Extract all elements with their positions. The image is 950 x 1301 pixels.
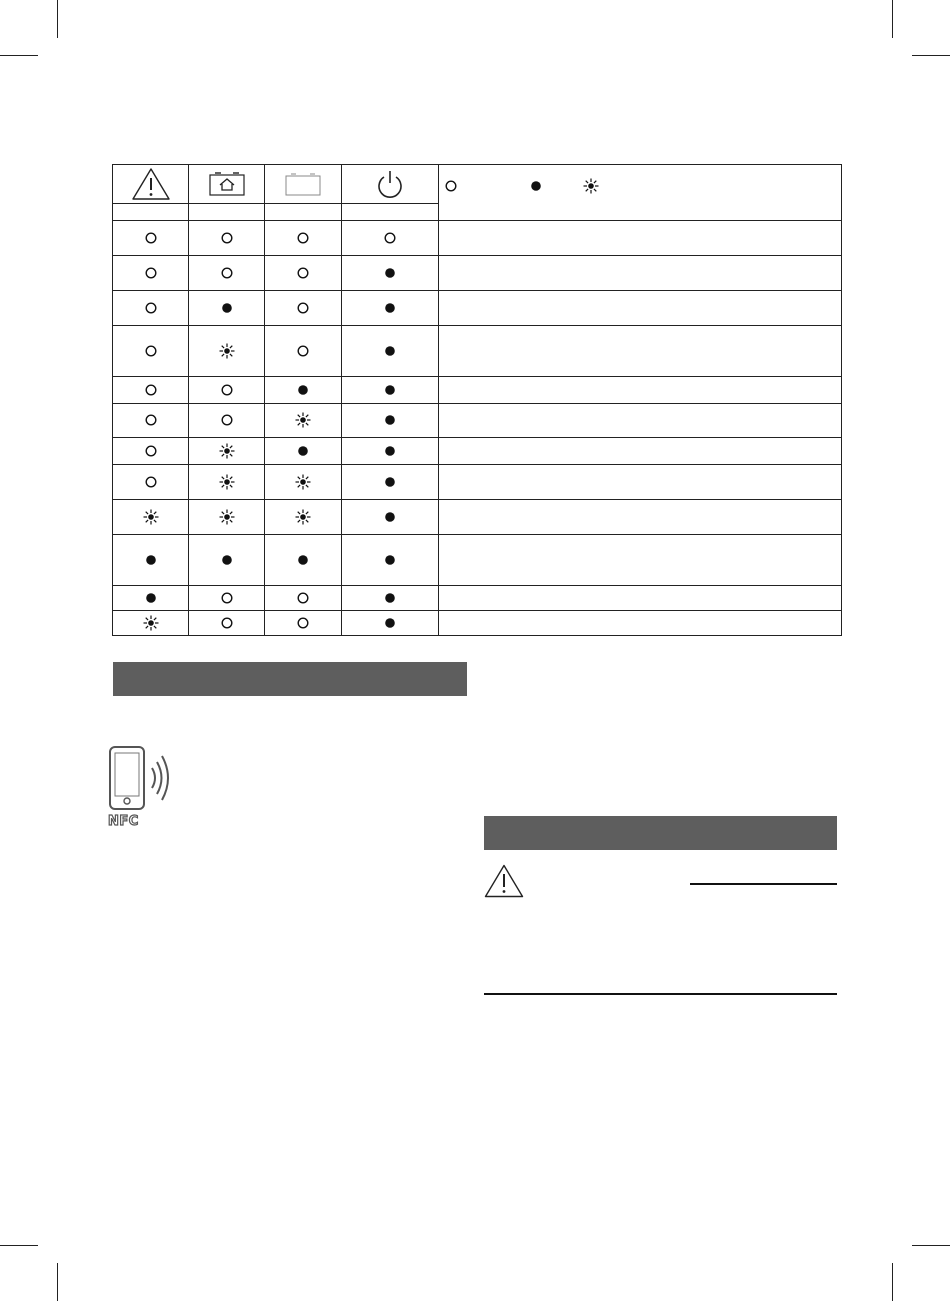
- led-blink-icon: [219, 343, 235, 359]
- led-state-cell: [189, 221, 265, 256]
- power-icon: [375, 168, 405, 200]
- led-state-cell: [342, 256, 439, 291]
- led-on-icon: [384, 592, 396, 604]
- table-row: [113, 438, 842, 465]
- led-state-cell: [189, 326, 265, 377]
- table-row: [113, 586, 842, 611]
- led-off-icon: [297, 232, 309, 244]
- battery-outline-icon: [284, 171, 322, 197]
- led-off-icon: [221, 384, 233, 396]
- led-blink-icon: [219, 474, 235, 490]
- led-state-cell: [265, 438, 342, 465]
- led-off-icon: [145, 267, 157, 279]
- table-row: [113, 221, 842, 256]
- led-on-icon: [384, 345, 396, 357]
- subheader-cell: [113, 204, 189, 221]
- table-row: [113, 377, 842, 404]
- led-on-icon: [384, 302, 396, 314]
- row-description: [439, 438, 842, 465]
- crop-mark: [912, 1245, 950, 1246]
- subheader-cell: [265, 204, 342, 221]
- led-status-table: [112, 164, 842, 636]
- led-on-icon: [297, 445, 309, 457]
- led-blink-icon: [219, 509, 235, 525]
- crop-mark: [57, 0, 58, 38]
- led-off-icon: [145, 476, 157, 488]
- led-state-cell: [265, 291, 342, 326]
- open-circle-icon: [445, 180, 457, 192]
- led-state-cell: [113, 256, 189, 291]
- led-state-cell: [342, 438, 439, 465]
- section-header-bar-left: [113, 662, 467, 696]
- led-on-icon: [384, 617, 396, 629]
- led-state-cell: [342, 291, 439, 326]
- led-on-icon: [145, 554, 157, 566]
- led-state-cell: [265, 404, 342, 438]
- subheader-cell: [342, 204, 439, 221]
- led-on-icon: [384, 445, 396, 457]
- warning-bottom-rule: [484, 993, 837, 995]
- led-on-icon: [297, 554, 309, 566]
- led-state-cell: [113, 500, 189, 535]
- row-description: [439, 377, 842, 404]
- crop-mark: [912, 55, 950, 56]
- led-off-icon: [384, 232, 396, 244]
- led-state-cell: [189, 438, 265, 465]
- led-off-icon: [145, 445, 157, 457]
- led-blink-icon: [143, 509, 159, 525]
- crop-mark: [0, 55, 38, 56]
- led-state-cell: [189, 500, 265, 535]
- led-blink-icon: [143, 615, 159, 631]
- crop-mark: [57, 1263, 58, 1301]
- table-row: [113, 291, 842, 326]
- home-battery-icon: [208, 171, 246, 197]
- led-state-cell: [265, 221, 342, 256]
- led-on-icon: [384, 511, 396, 523]
- led-state-cell: [113, 611, 189, 636]
- column-header-power: [342, 165, 439, 204]
- led-state-cell: [265, 326, 342, 377]
- led-state-cell: [265, 465, 342, 500]
- filled-circle-icon: [530, 180, 542, 192]
- row-description: [439, 326, 842, 377]
- row-description: [439, 535, 842, 586]
- table-row: [113, 535, 842, 586]
- table-row: [113, 326, 842, 377]
- led-blink-icon: [295, 474, 311, 490]
- row-description: [439, 500, 842, 535]
- crop-mark: [0, 1245, 38, 1246]
- led-off-icon: [221, 414, 233, 426]
- led-state-cell: [265, 535, 342, 586]
- row-description: [439, 256, 842, 291]
- led-state-cell: [265, 611, 342, 636]
- row-description: [439, 221, 842, 256]
- led-state-cell: [189, 404, 265, 438]
- crop-mark: [892, 0, 893, 38]
- led-off-icon: [221, 267, 233, 279]
- led-off-icon: [297, 617, 309, 629]
- warning-triangle-icon: [131, 167, 171, 201]
- led-state-cell: [189, 291, 265, 326]
- section-header-bar-right: [484, 816, 837, 850]
- led-on-icon: [145, 592, 157, 604]
- led-state-cell: [342, 221, 439, 256]
- led-state-cell: [113, 465, 189, 500]
- led-off-icon: [297, 592, 309, 604]
- led-on-icon: [221, 302, 233, 314]
- crop-mark: [892, 1263, 893, 1301]
- led-on-icon: [297, 384, 309, 396]
- led-state-cell: [189, 586, 265, 611]
- led-off-icon: [145, 302, 157, 314]
- led-state-cell: [265, 586, 342, 611]
- led-state-cell: [113, 586, 189, 611]
- led-state-cell: [342, 611, 439, 636]
- led-state-cell: [189, 465, 265, 500]
- table-row: [113, 500, 842, 535]
- led-state-cell: [265, 256, 342, 291]
- led-blink-icon: [295, 412, 311, 428]
- table-row: [113, 465, 842, 500]
- led-off-icon: [145, 384, 157, 396]
- row-description: [439, 586, 842, 611]
- led-state-cell: [265, 500, 342, 535]
- led-state-cell: [265, 377, 342, 404]
- row-description: [439, 404, 842, 438]
- row-description: [439, 465, 842, 500]
- led-state-cell: [113, 291, 189, 326]
- subheader-cell: [189, 204, 265, 221]
- led-blink-icon: [295, 509, 311, 525]
- led-off-icon: [145, 345, 157, 357]
- led-off-icon: [221, 617, 233, 629]
- led-state-cell: [342, 377, 439, 404]
- led-off-icon: [145, 232, 157, 244]
- led-state-cell: [189, 377, 265, 404]
- row-description: [439, 611, 842, 636]
- led-state-cell: [189, 611, 265, 636]
- led-state-cell: [342, 404, 439, 438]
- led-on-icon: [384, 414, 396, 426]
- led-state-cell: [113, 404, 189, 438]
- table-row: [113, 404, 842, 438]
- led-state-cell: [113, 326, 189, 377]
- led-state-cell: [113, 535, 189, 586]
- column-header-warning: [113, 165, 189, 204]
- led-blink-icon: [219, 443, 235, 459]
- led-state-cell: [342, 535, 439, 586]
- led-on-icon: [384, 384, 396, 396]
- led-off-icon: [297, 267, 309, 279]
- led-state-cell: [189, 256, 265, 291]
- led-off-icon: [221, 232, 233, 244]
- column-header-home-battery: [189, 165, 265, 204]
- led-on-icon: [384, 476, 396, 488]
- led-state-cell: [113, 221, 189, 256]
- led-state-cell: [342, 500, 439, 535]
- legend-cell: [439, 165, 842, 221]
- led-state-cell: [342, 326, 439, 377]
- led-on-icon: [221, 554, 233, 566]
- table-row: [113, 256, 842, 291]
- blink-star-icon: [583, 178, 599, 194]
- warning-triangle-icon: [484, 864, 524, 898]
- led-off-icon: [297, 345, 309, 357]
- led-off-icon: [221, 592, 233, 604]
- led-state-cell: [342, 586, 439, 611]
- led-state-cell: [113, 438, 189, 465]
- row-description: [439, 291, 842, 326]
- column-header-battery: [265, 165, 342, 204]
- led-on-icon: [384, 554, 396, 566]
- led-state-cell: [342, 465, 439, 500]
- nfc-label: NFC: [108, 814, 139, 829]
- warning-top-rule: [690, 883, 837, 885]
- led-off-icon: [145, 414, 157, 426]
- table-row: [113, 611, 842, 636]
- led-state-cell: [189, 535, 265, 586]
- led-on-icon: [384, 267, 396, 279]
- led-state-cell: [113, 377, 189, 404]
- led-off-icon: [297, 302, 309, 314]
